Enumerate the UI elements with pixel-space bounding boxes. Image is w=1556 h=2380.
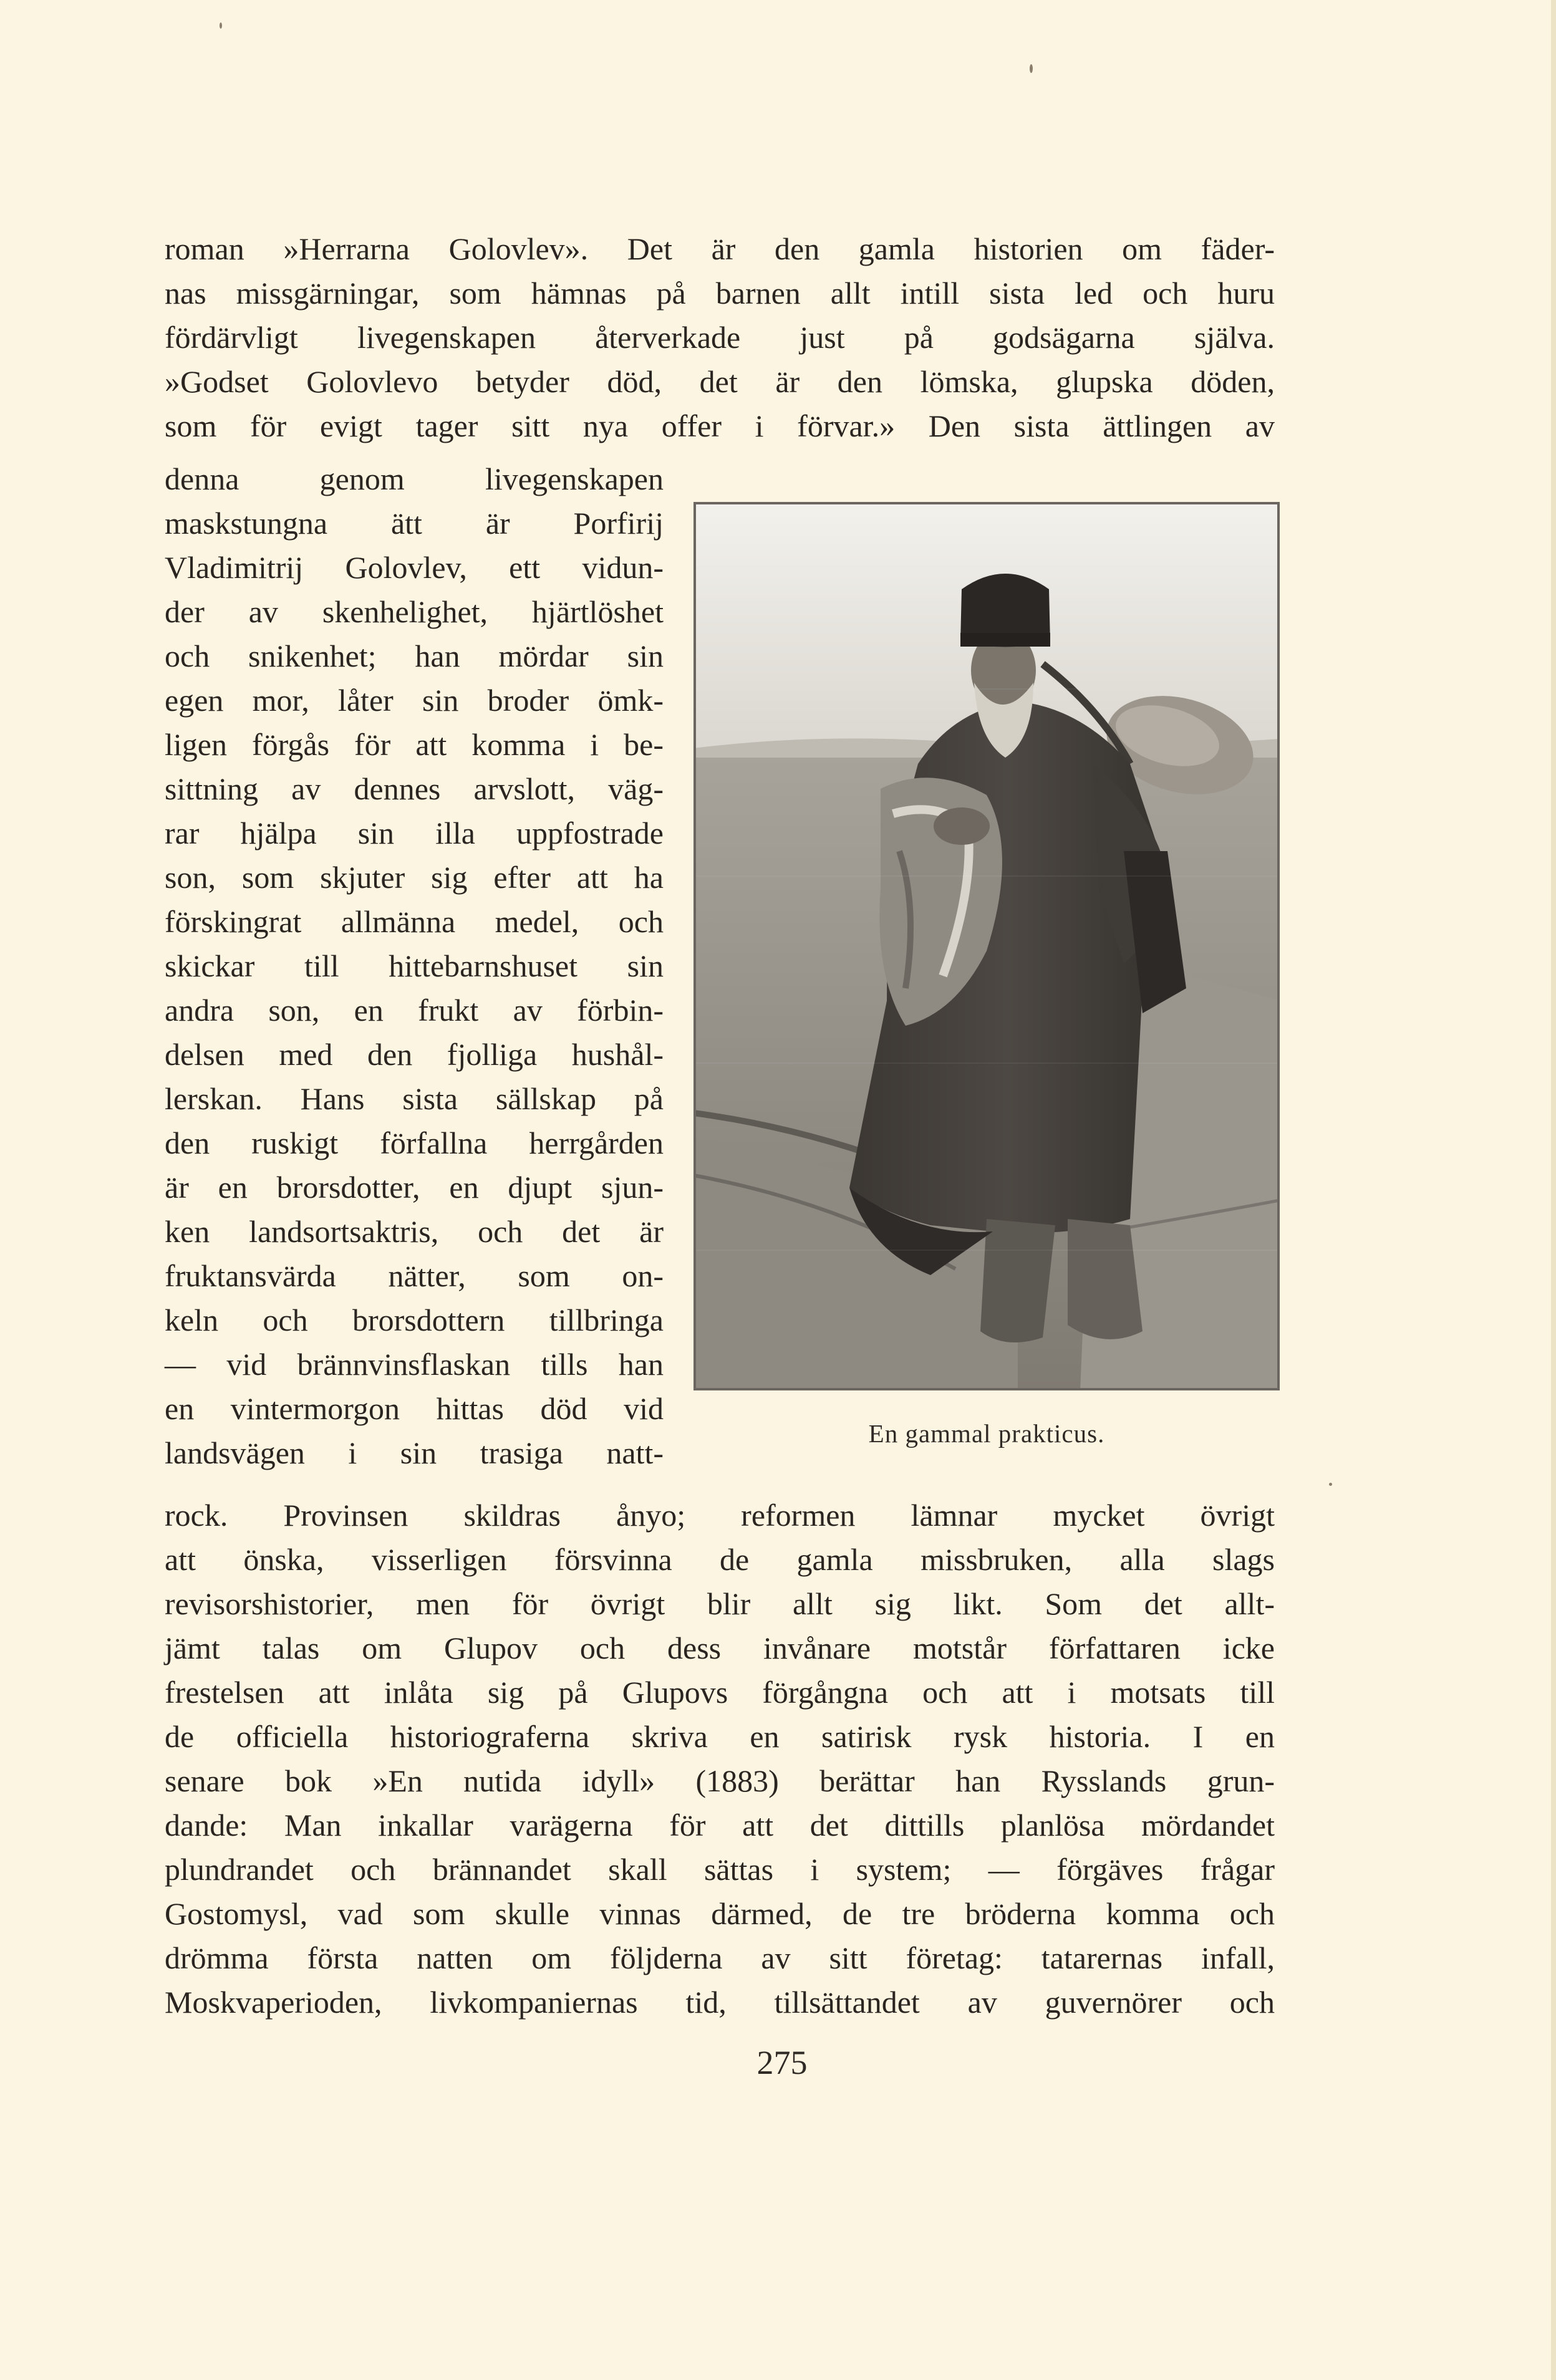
text-line: Moskvaperioden, livkompaniernas tid, tillsättandet av guvernörer och	[165, 1985, 1275, 2020]
text-line: dande: Man inkallar varägerna för att det dittills planlösa mördandet	[165, 1808, 1275, 1843]
text-line: maskstungna ätt är Porfirij	[165, 506, 664, 541]
text-line: att önska, visserligen försvinna de gamla missbruken, alla slags	[165, 1542, 1275, 1577]
text-line: ligen förgås för att komma i be-	[165, 727, 664, 762]
text-line: lerskan. Hans sista sällskap på	[165, 1081, 664, 1116]
text-line: förskingrat allmänna medel, och	[165, 904, 664, 939]
text-line: är en brorsdotter, en djupt sjun-	[165, 1170, 664, 1205]
text-line: andra son, en frukt av förbin-	[165, 993, 664, 1028]
text-line: de officiella historiograferna skriva en satirisk rysk historia. I en	[165, 1719, 1275, 1754]
page-number: 275	[756, 2044, 808, 2081]
text-line: son, som skjuter sig efter att ha	[165, 860, 664, 895]
paper-speck	[1030, 64, 1033, 73]
text-line: fruktansvärda nätter, som on-	[165, 1258, 664, 1293]
text-line: landsvägen i sin trasiga natt-	[165, 1435, 664, 1470]
text-line: skickar till hittebarnshuset sin	[165, 948, 664, 983]
photo-illustration	[693, 502, 1280, 1390]
text-line: plundrandet och brännandet skall sättas i system; — förgäves frågar	[165, 1852, 1275, 1887]
text-line: revisorshistorier, men för övrigt blir allt sig likt. Som det allt-	[165, 1586, 1275, 1621]
text-line: jämt talas om Glupov och dess invånare motstår författaren icke	[165, 1631, 1275, 1665]
text-line: egen mor, låter sin broder ömk-	[165, 683, 664, 718]
photo-caption: En gammal prakticus.	[868, 1419, 1105, 1448]
photo-old-man	[693, 502, 1280, 1390]
text-line: och snikenhet; han mördar sin	[165, 638, 664, 673]
text-line: delsen med den fjolliga hushål-	[165, 1037, 664, 1072]
text-line: keln och brorsdottern tillbringa	[165, 1303, 664, 1337]
text-line: Gostomysl, vad som skulle vinnas därmed, de tre bröderna komma och	[165, 1896, 1275, 1931]
text-line: fördärvligt livegenskapen återverkade just på godsägarna själva.	[165, 320, 1275, 355]
text-line: som för evigt tager sitt nya offer i förvar.» Den sista ättlingen av	[165, 408, 1275, 443]
paper-speck	[220, 22, 222, 29]
text-line: — vid brännvinsflaskan tills han	[165, 1347, 664, 1382]
text-line: frestelsen att inlåta sig på Glupovs förgångna och att i motsats till	[165, 1675, 1275, 1710]
text-line: en vintermorgon hittas död vid	[165, 1391, 664, 1426]
text-line: rar hjälpa sin illa uppfostrade	[165, 816, 664, 850]
text-line: nas missgärningar, som hämnas på barnen allt intill sista led och huru	[165, 276, 1275, 311]
text-line: senare bok »En nutida idyll» (1883) berättar han Rysslands grun-	[165, 1763, 1275, 1798]
text-line: drömma första natten om följderna av sitt företag: tatarernas infall,	[165, 1940, 1275, 1975]
text-line: sittning av dennes arvslott, väg-	[165, 771, 664, 806]
text-line: der av skenhelighet, hjärtlöshet	[165, 594, 664, 629]
page-edge	[1551, 0, 1556, 2380]
paper-speck	[1329, 1483, 1332, 1486]
text-line: denna genom livegenskapen	[165, 461, 664, 496]
text-line: rock. Provinsen skildras ånyo; reformen lämnar mycket övrigt	[165, 1498, 1275, 1533]
text-line: den ruskigt förfallna herrgården	[165, 1125, 664, 1160]
text-line: roman »Herrarna Golovlev». Det är den gamla historien om fäder-	[165, 231, 1275, 266]
text-line: Vladimitrij Golovlev, ett vidun-	[165, 550, 664, 585]
text-line: ken landsortsaktris, och det är	[165, 1214, 664, 1249]
text-line: »Godset Golovlevo betyder död, det är den lömska, glupska döden,	[165, 364, 1275, 399]
